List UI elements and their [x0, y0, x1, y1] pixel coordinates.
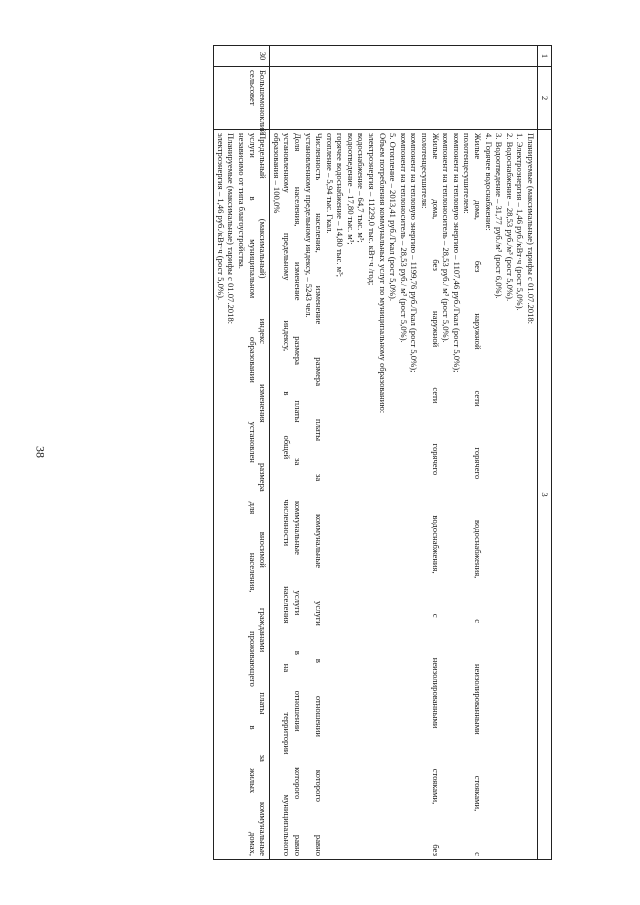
description-line: компонент на теплоноситель – 28,53 руб./ м³ (рост 5,0%).: [441, 133, 452, 343]
header-col-2: 2: [538, 67, 552, 130]
description-line: электроэнергия – 1,46 руб./кВт·ч (рост 5,0%).: [215, 133, 226, 301]
description-line: водоотведение – 17,80 тыс. м³;: [345, 133, 356, 245]
table-row: [270, 46, 538, 860]
header-col-3: 3: [538, 130, 552, 860]
description-line: Планируемые (максимальные) тарифы с 01.07.2018:: [526, 133, 536, 325]
description-line: Доля населения, изменение размера платы за коммунальные услуги в отношении которого равно: [292, 133, 303, 856]
description-line: Численность населения, изменение размера платы за коммунальные услуги в отношении которого равно: [314, 133, 325, 856]
description-line: установленному предельному индексу, в общей численности населения на территории муниципального: [282, 133, 293, 856]
description-line: установленному предельному индексу, – 5243 чел.: [303, 133, 314, 318]
description-line: электроэнергия – 11229,0 тыс. кВт·ч /год;: [367, 133, 378, 286]
description-line: водоснабжение – 64,7 тыс. м³;: [356, 133, 367, 243]
header-col-1: 1: [538, 46, 552, 67]
description-line: Жилые дома, без наружной сети горячего водоснабжения, с неизолированными стояками, без: [430, 133, 441, 856]
municipality-name-line: Большемоноклий: [258, 70, 269, 135]
description-line: образования – 100,0%: [271, 133, 282, 214]
description-line: 4. Горячее водоснабжение:: [483, 133, 494, 231]
description-line: 2. Водоснабжение – 28,53 руб./м³ (рост 5,0%).: [504, 133, 515, 302]
row-number: [270, 46, 538, 67]
description-line: Планируемые (максимальные) тарифы с 01.07.2018:: [226, 133, 237, 325]
tariff-description: [214, 130, 270, 860]
description-line: независимо от типа благоустройства.: [236, 133, 247, 269]
description-line: полотенцесушителя:: [420, 133, 431, 209]
page-number: 38: [33, 446, 48, 458]
description-line: компонент на теплоноситель – 28,53 руб./ м³ (рост 5,0%).: [398, 133, 409, 343]
description-line: 3. Водоотведение – 31,77 руб./м³ (рост 6,0%).: [494, 133, 505, 299]
municipality-name: [270, 67, 538, 130]
tariff-table: [213, 45, 552, 860]
municipality-name: [214, 67, 270, 135]
table-body: [214, 46, 538, 860]
row-number: 30: [214, 46, 270, 67]
description-line: услуги в муниципальном образовании установлен для населения, проживающего в жилых домах,: [247, 133, 258, 856]
description-line: горячее водоснабжение – 14,80 тыс. м³;: [335, 133, 346, 278]
table-row: [214, 46, 270, 860]
description-line: Объем потребления коммунальных услуг по муниципальному образованию:: [377, 133, 388, 414]
description-line: полотенцесушителем:: [462, 133, 473, 214]
table-header-row: [538, 46, 552, 860]
description-line: компонент на тепловую энергию – 1107,46 руб./Гкал (рост 5,0%);: [451, 133, 462, 373]
description-line: Предельный (максимальный) индекс изменения размера вносимой гражданами платы за коммунальные: [258, 133, 269, 856]
description-line: Жилые дома, без наружной сети горячего водоснабжения, с неизолированными стояками, с: [473, 133, 484, 856]
municipality-name-line: сельсовет: [247, 70, 258, 106]
tariff-table-container: [92, 45, 552, 860]
tariff-description: [270, 130, 538, 860]
description-line: отопление – 5,94 тыс. Гкал.: [324, 133, 335, 234]
description-line: компонент на тепловую энергию – 1199,76 руб./Гкал (рост 5,0%);: [409, 133, 420, 373]
description-line: 5. Отопление – 2013,41 руб./Гкал (рост 5,0%).: [388, 133, 399, 302]
description-line: 1. Электроэнергия – 1,46 руб./кВт·ч (рост 5,0%).: [515, 133, 526, 311]
